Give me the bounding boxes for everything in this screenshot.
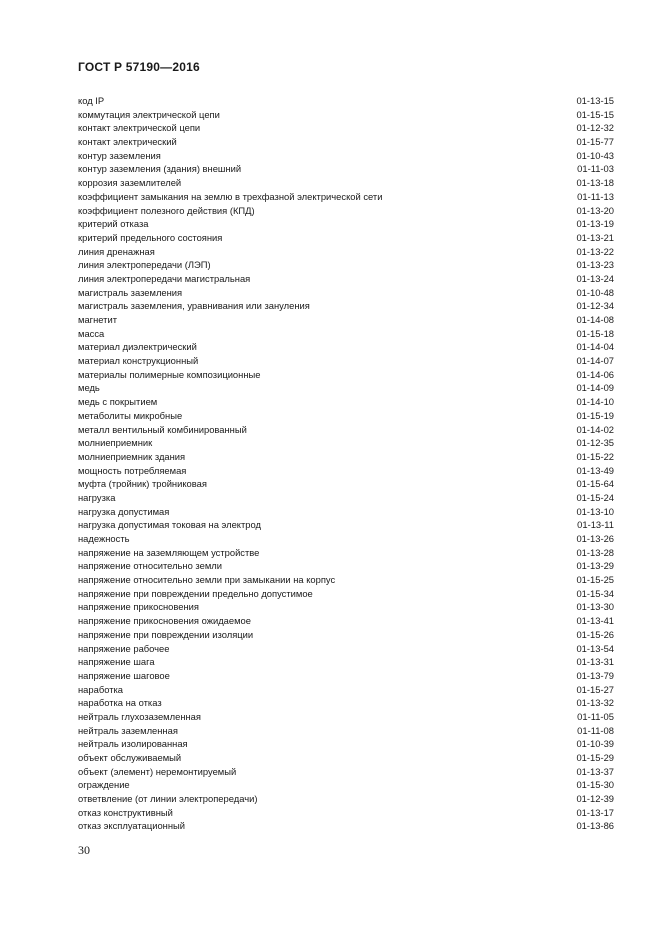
index-code: 01-13-54 — [576, 642, 614, 654]
index-row — [78, 806, 614, 820]
index-row — [78, 710, 614, 724]
index-term: контур заземления — [78, 149, 161, 161]
index-row — [78, 381, 614, 395]
index-term: магистраль заземления, уравнивания или зануления — [78, 300, 310, 312]
index-code: 01-13-49 — [576, 464, 614, 476]
index-row — [78, 655, 614, 669]
index-row — [78, 491, 614, 505]
index-code: 01-13-10 — [576, 505, 614, 517]
index-code: 01-13-18 — [576, 177, 614, 189]
index-row — [78, 313, 614, 327]
index-code: 01-14-07 — [576, 355, 614, 367]
index-term: напряжение относительно земли — [78, 560, 222, 572]
index-code: 01-14-09 — [576, 382, 614, 394]
index-term: отказ эксплуатационный — [78, 820, 185, 832]
index-term: молниеприемник здания — [78, 450, 186, 462]
index-code: 01-13-21 — [576, 231, 614, 243]
index-row — [78, 792, 614, 806]
index-term: линия электропередачи магистральная — [78, 272, 251, 284]
index-term: ограждение — [78, 779, 130, 791]
index-row — [78, 327, 614, 341]
index-code: 01-15-30 — [576, 779, 614, 791]
index-row — [78, 642, 614, 656]
index-row — [78, 819, 614, 833]
index-term: медь — [78, 382, 100, 394]
index-code: 01-15-19 — [576, 409, 614, 421]
index-term: напряжение рабочее — [78, 642, 170, 654]
index-code: 01-15-34 — [576, 587, 614, 599]
index-code: 01-10-43 — [576, 149, 614, 161]
index-row — [78, 135, 614, 149]
index-row — [78, 245, 614, 259]
index-code: 01-14-06 — [576, 368, 614, 380]
index-row — [78, 423, 614, 437]
index-term: нейтраль глухозаземленная — [78, 710, 201, 722]
index-code: 01-13-86 — [576, 820, 614, 832]
index-row — [78, 614, 614, 628]
index-row — [78, 231, 614, 245]
index-term: мощность потребляемая — [78, 464, 187, 476]
index-row — [78, 204, 614, 218]
index-code: 01-13-37 — [576, 765, 614, 777]
index-row — [78, 190, 614, 204]
index-term: магистраль заземления — [78, 286, 183, 298]
index-code: 01-11-08 — [577, 724, 614, 736]
index-code: 01-13-41 — [576, 615, 614, 627]
index-code: 01-15-25 — [576, 574, 614, 586]
index-row — [78, 724, 614, 738]
index-term: напряжение относительно земли при замыкании на корпус — [78, 574, 336, 586]
index-row — [78, 409, 614, 423]
index-code: 01-13-22 — [576, 245, 614, 257]
index-term: нейтраль заземленная — [78, 724, 178, 736]
index-code: 01-13-23 — [576, 259, 614, 271]
index-row — [78, 573, 614, 587]
index-term: напряжение прикосновения ожидаемое — [78, 615, 251, 627]
index-code: 01-12-32 — [576, 122, 614, 134]
index-term: код IP — [78, 95, 105, 106]
index-row — [78, 765, 614, 779]
index-code: 01-15-29 — [576, 752, 614, 763]
index-row — [78, 217, 614, 231]
index-code: 01-13-20 — [576, 204, 614, 216]
index-row — [78, 532, 614, 546]
index-row — [78, 176, 614, 190]
index-code: 01-15-18 — [576, 327, 614, 339]
index-code: 01-13-19 — [576, 218, 614, 230]
index-term: медь с покрытием — [78, 396, 158, 408]
index-row — [78, 477, 614, 491]
index-row — [78, 559, 614, 573]
index-term: критерий предельного состояния — [78, 231, 223, 243]
index-row — [78, 436, 614, 450]
index-term: муфта (тройник) тройниковая — [78, 478, 207, 490]
index-row — [78, 395, 614, 409]
index-term: материал конструкционный — [78, 355, 199, 367]
index-term: напряжение при повреждении изоляции — [78, 628, 254, 640]
index-row — [78, 450, 614, 464]
index-code: 01-13-11 — [577, 519, 614, 531]
index-term: молниеприемник — [78, 437, 153, 449]
index-row — [78, 121, 614, 135]
index-term: нагрузка — [78, 491, 116, 503]
index-code: 01-15-26 — [576, 628, 614, 640]
index-code: 01-13-30 — [576, 601, 614, 613]
index-term: напряжение на заземляющем устройстве — [78, 546, 260, 558]
index-code: 01-13-32 — [576, 697, 614, 709]
index-row — [78, 94, 614, 108]
index-term: контур заземления (здания) внешний — [78, 163, 242, 175]
index-code: 01-12-35 — [576, 437, 614, 449]
index-code: 01-14-10 — [576, 396, 614, 408]
index-term: контакт электрической цепи — [78, 122, 201, 134]
index-code: 01-13-17 — [576, 806, 614, 818]
index-row — [78, 587, 614, 601]
index-term: линия электропередачи (ЛЭП) — [78, 259, 211, 271]
index-row — [78, 368, 614, 382]
index-row — [78, 505, 614, 519]
index-term: линия дренажная — [78, 245, 155, 257]
index-term: напряжение прикосновения — [78, 601, 199, 613]
index-code: 01-13-29 — [576, 560, 614, 572]
index-term: магнетит — [78, 314, 117, 325]
index-term: объект обслуживаемый — [78, 752, 182, 763]
index-code: 01-15-64 — [576, 478, 614, 490]
index-row — [78, 299, 614, 313]
index-code: 01-12-39 — [576, 793, 614, 805]
index-term: материалы полимерные композиционные — [78, 368, 261, 380]
index-code: 01-10-39 — [576, 738, 614, 750]
index-term: нагрузка допустимая — [78, 505, 170, 517]
index-row — [78, 272, 614, 286]
index-row — [78, 149, 614, 163]
index-code: 01-15-22 — [576, 450, 614, 462]
index-code: 01-13-26 — [576, 533, 614, 544]
index-code: 01-13-28 — [576, 546, 614, 558]
index-code: 01-15-77 — [576, 136, 614, 148]
index-term: метаболиты микробные — [78, 409, 183, 421]
index-row — [78, 162, 614, 176]
index-code: 01-12-34 — [576, 300, 614, 312]
index-row — [78, 778, 614, 792]
index-term: ответвление (от линии электропередачи) — [78, 793, 258, 805]
index-row — [78, 354, 614, 368]
index-term: масса — [78, 327, 105, 339]
index-code: 01-11-13 — [577, 190, 614, 202]
index-row — [78, 696, 614, 710]
index-row — [78, 600, 614, 614]
index-code: 01-14-02 — [576, 423, 614, 435]
index-code: 01-15-24 — [576, 491, 614, 503]
index-row — [78, 628, 614, 642]
index-term: коммутация электрической цепи — [78, 108, 220, 120]
term-index-list — [78, 94, 614, 833]
document-header: ГОСТ Р 57190—2016 — [78, 60, 200, 74]
index-row — [78, 669, 614, 683]
index-code: 01-14-08 — [576, 314, 614, 325]
index-term: критерий отказа — [78, 218, 149, 230]
index-term: нагрузка допустимая токовая на электрод — [78, 519, 261, 531]
index-term: напряжение шага — [78, 656, 155, 668]
index-code: 01-13-24 — [576, 272, 614, 284]
index-row — [78, 546, 614, 560]
index-term: нейтраль изолированная — [78, 738, 188, 750]
index-code: 01-13-15 — [576, 95, 614, 106]
index-term: наработка — [78, 683, 124, 695]
index-term: объект (элемент) неремонтируемый — [78, 765, 237, 777]
index-code: 01-13-79 — [576, 669, 614, 681]
index-row — [78, 737, 614, 751]
index-term: материал диэлектрический — [78, 341, 197, 353]
index-term: контакт электрический — [78, 136, 177, 148]
index-row — [78, 286, 614, 300]
index-code: 01-15-15 — [576, 108, 614, 120]
index-term: наработка на отказ — [78, 697, 162, 709]
page-number: 30 — [78, 843, 90, 857]
index-code: 01-13-31 — [576, 656, 614, 668]
index-row — [78, 683, 614, 697]
index-term: коррозия заземлителей — [78, 177, 182, 189]
index-code: 01-11-03 — [577, 163, 614, 175]
index-term: напряжение при повреждении предельно допустимое — [78, 587, 313, 599]
index-code: 01-10-48 — [576, 286, 614, 298]
index-term: отказ конструктивный — [78, 806, 173, 818]
index-term: надежность — [78, 533, 130, 544]
index-row — [78, 518, 614, 532]
index-row — [78, 258, 614, 272]
index-row — [78, 464, 614, 478]
index-row — [78, 108, 614, 122]
index-term: металл вентильный комбинированный — [78, 423, 247, 435]
index-code: 01-15-27 — [576, 683, 614, 695]
index-term: коэффициент замыкания на землю в трехфазной электрической сети — [78, 190, 383, 202]
index-code: 01-14-04 — [576, 341, 614, 353]
index-term: напряжение шаговое — [78, 669, 170, 681]
index-row — [78, 340, 614, 354]
index-term: коэффициент полезного действия (КПД) — [78, 204, 255, 216]
index-row — [78, 751, 614, 765]
index-code: 01-11-05 — [577, 710, 614, 722]
